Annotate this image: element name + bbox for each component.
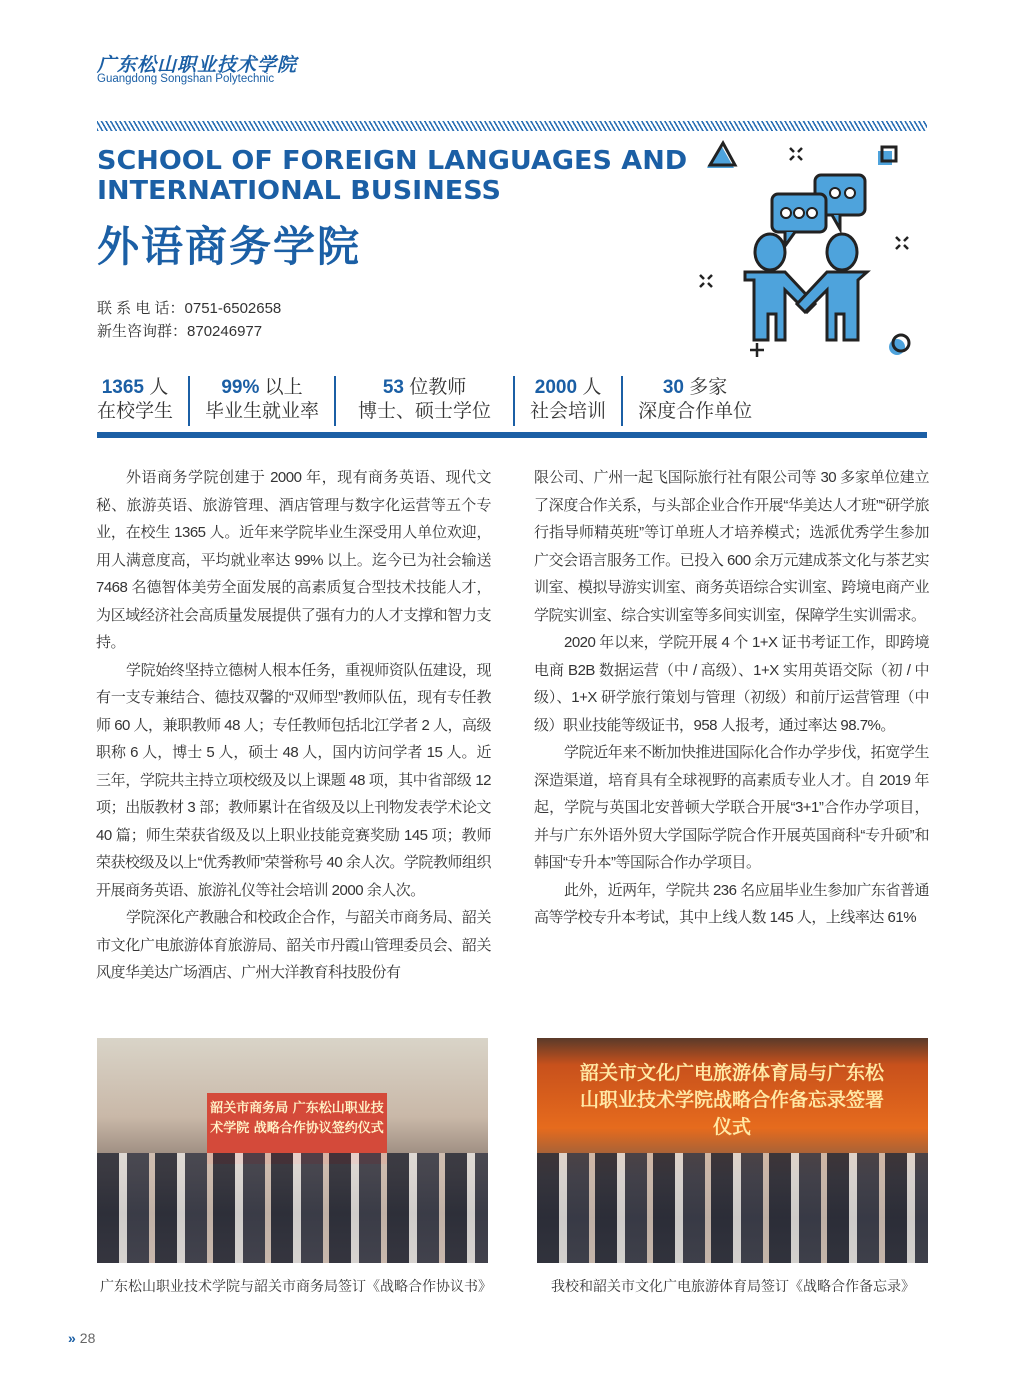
plus-icon <box>750 343 764 357</box>
paragraph-continuation: 限公司、广州一起飞国际旅行社有限公司等 30 多家单位建立了深度合作关系，与头部企业合作开展“华美达人才班”“研学旅行指导师精英班”等订单班人才培养模式；选派优秀学生参加广交会语言服务工作。已投入 600 余万元建成茶文化与茶艺实训室、模拟导游实训室、商务英语综合实训室、跨境电商产业学院实训室、综合实训室等多间实训室，保障学生实训需求。 <box>534 469 929 624</box>
group-label: 新生咨询群： <box>97 323 188 340</box>
stat-training: 2000 人 社会培训 <box>515 376 623 426</box>
handshake-illustration <box>690 135 930 370</box>
stat-students: 1365 人 在校学生 <box>97 376 190 426</box>
blue-divider-bar <box>97 432 927 438</box>
title-line-2: INTERNATIONAL BUSINESS <box>97 176 501 206</box>
paragraph: 学院深化产教融合和校政企合作，与韶关市商务局、韶关市文化广电旅游体育旅游局、韶关市丹霞山管理委员会、韶关风度华美达广场酒店、广州大洋教育科技股份有 <box>96 909 491 981</box>
paragraph: 此外，近两年，学院共 236 名应届毕业生参加广东省普通高等学校专升本考试，其中上线人数 145 人，上线率达 61% <box>534 881 929 926</box>
hatched-divider <box>97 121 927 131</box>
stat-partners: 30 多家 深度合作单位 <box>638 377 753 422</box>
circle-icon <box>889 335 909 355</box>
photo-caption: 我校和韶关市文化广电旅游体育局签订《战略合作备忘录》 <box>551 1278 915 1294</box>
stats-row <box>97 376 927 426</box>
speech-bubble-icon <box>772 175 865 246</box>
photo-people <box>537 1153 928 1263</box>
logo-english: Guangdong Songshan Polytechnic <box>97 73 275 85</box>
stat-employment: 99% 以上 毕业生就业率 <box>190 376 336 426</box>
page-title-chinese: 外语商务学院 <box>97 223 362 270</box>
title-line-1: SCHOOL OF FOREIGN LANGUAGES AND <box>97 146 688 176</box>
photo-commerce-bureau-signing <box>97 1038 488 1263</box>
paragraph: 外语商务学院创建于 2000 年，现有商务英语、现代文秘、旅游英语、旅游管理、酒店管理与数字化运营等五个专业，在校生 1365 人。近年来学院毕业生深受用人单位欢迎，用人满意度高，平均就业率达 99% 以上。迄今已为社会输送 7468 名德智体美劳全面发展的高素质复合型技术技能人才，为区域经济社会高质量发展提供了强有力的人才支撑和智力支持。 <box>96 469 491 651</box>
photo-banner: 韶关市文化广电旅游体育局与广东松山职业技术学院战略合作备忘录签署仪式 <box>579 1062 884 1138</box>
paragraph: 2020 年以来，学院开展 4 个 1+X 证书考证工作，即跨境电商 B2B 数据运营（中 / 高级）、1+X 实用英语交际（初 / 中级）、1+X 研学旅行策划与管理（初级）和前厅运营管理（中级）职业技能等级证书，958 人报考，通过率达 98.7%。 <box>534 634 929 734</box>
photo-culture-bureau-signing <box>537 1038 928 1263</box>
phone-label: 联 系 电 话： <box>97 300 185 317</box>
photo-banner: 韶关市商务局 广东松山职业技术学院 战略合作协议签约仪式 <box>207 1093 387 1164</box>
stat-teachers: 53 位教师 博士、硕士学位 <box>336 376 515 426</box>
phone-value: 0751-6502658 <box>184 300 282 317</box>
paragraph: 学院近年来不断加快推进国际化合作办学步伐，拓宽学生深造渠道，培育具有全球视野的高素质专业人才。自 2019 年起，学院与英国北安普顿大学联合开展“3+1”合作办学项目，并与广东外语外贸大学国际学院合作开展英国商科“专升硕”和韩国“专升本”等国际合作办学项目。 <box>534 744 929 871</box>
people-icon <box>745 234 867 340</box>
double-chevron-icon: » <box>68 1330 76 1346</box>
page-number: » 28 <box>68 1330 96 1346</box>
photo-caption: 广东松山职业技术学院与韶关市商务局签订《战略合作协议书》 <box>100 1278 492 1294</box>
body-column-right <box>534 464 929 932</box>
logo-chinese: 广东松山职业技术学院 <box>97 54 298 76</box>
contact-phone <box>97 297 281 318</box>
photo-people <box>97 1153 488 1263</box>
contact-group <box>97 320 262 341</box>
triangle-icon <box>707 143 735 168</box>
paragraph: 学院始终坚持立德树人根本任务，重视师资队伍建设，现有一支专兼结合、德技双馨的“双师型”教师队伍，现有专任教师 60 人，兼职教师 48 人；专任教师包括北江学者 2 人，高级职称 6 人，博士 5 人，硕士 48 人，国内访问学者 15 人。近三年，学院共主持立项校级及以上课题 48 项，其中省部级 12 项；出版教材 3 部；教师累计在省级及以上刊物发表学术论文 40 篇；师生荣获省级及以上职业技能竞赛奖励 145 项；教师荣获校级及以上“优秀教师”荣誉称号 40 余人次。学院教师组织开展商务英语、旅游礼仪等社会培训 2000 余人次。 <box>96 661 492 899</box>
square-icon <box>878 147 896 165</box>
page-title-english <box>97 146 687 207</box>
body-column-left <box>96 464 491 987</box>
group-value: 870246977 <box>187 323 263 340</box>
